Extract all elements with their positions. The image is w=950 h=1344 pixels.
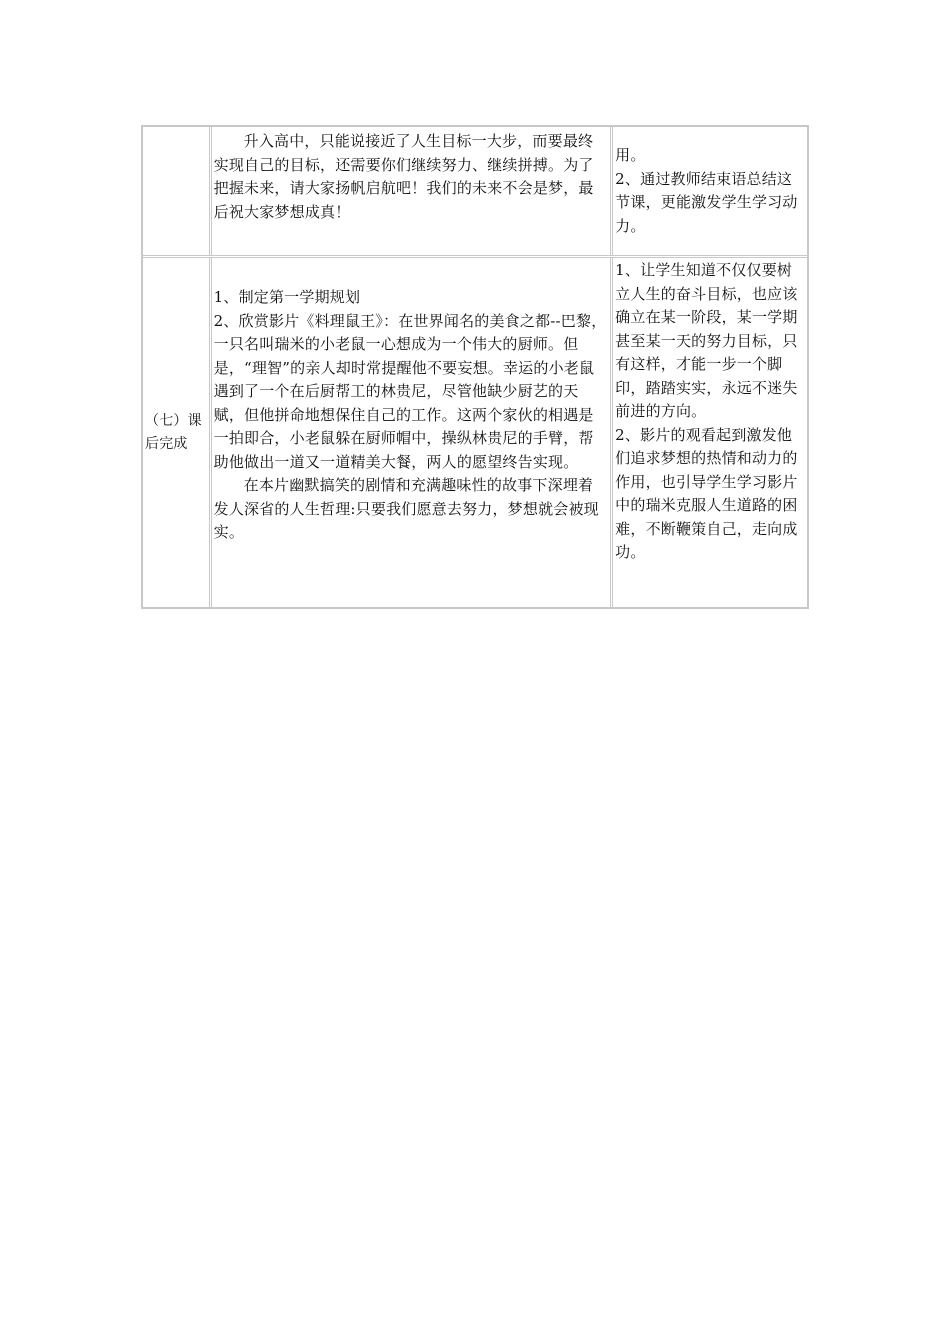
content-paragraph: 1、制定第一学期规划 <box>213 288 361 306</box>
table-row <box>143 255 807 607</box>
content-paragraph: 在本片幽默搞笑的剧情和充满趣味性的故事下深埋着发人深省的人生哲理:只要我们愿意去努力，梦想就会被现实。 <box>213 476 599 541</box>
purpose-paragraph: 2、通过教师结束语总结这节课，更能激发学生学习动力。 <box>615 169 798 235</box>
purpose-cell <box>610 258 807 607</box>
content-cell <box>209 258 611 607</box>
content-paragraph: 升入高中，只能说接近了人生目标一大步，而要最终实现自己的目标，还需要你们继续努力、继续拼搏。为了把握未来，请大家扬帆启航吧！我们的未来不会是梦，最后祝大家梦想成真！ <box>213 132 594 221</box>
purpose-paragraph: 2、影片的观看起到激发他们追求梦想的热情和动力的作用，也引导学生学习影片中的瑞米克服人生道路的困难，不断鞭策自己，走向成功。 <box>615 425 798 561</box>
lesson-plan-table <box>141 125 809 609</box>
stage-cell <box>143 127 209 255</box>
purpose-paragraph: 用。 <box>615 146 646 164</box>
content-cell <box>209 127 611 255</box>
stage-cell <box>143 258 209 607</box>
purpose-cell <box>610 127 807 255</box>
purpose-paragraph: 1、让学生知道不仅仅要树立人生的奋斗目标，也应该确立在某一阶段，某一学期甚至某一天的努力目标，只有这样，才能一步一个脚印，踏踏实实，永远不迷失前进的方向。 <box>615 261 798 420</box>
stage-label: （七）课后完成 <box>145 412 202 452</box>
content-paragraph: 2、欣赏影片《料理鼠王》：在世界闻名的美食之都--巴黎，一只名叫瑞米的小老鼠一心想成为一个伟大的厨师。但是，“理智”的亲人却时常提醒他不要妄想。幸运的小老鼠遇到了一个在后厨帮工的林贵尼，尽管他缺少厨艺的天赋，但他拼命地想保住自己的工作。这两个家伙的相遇是一拍即合，小老鼠躲在厨师帽中，操纵林贵尼的手臂，帮助他做出一道又一道精美大餐，两人的愿望终告实现。 <box>213 311 607 471</box>
table-row <box>143 127 807 255</box>
